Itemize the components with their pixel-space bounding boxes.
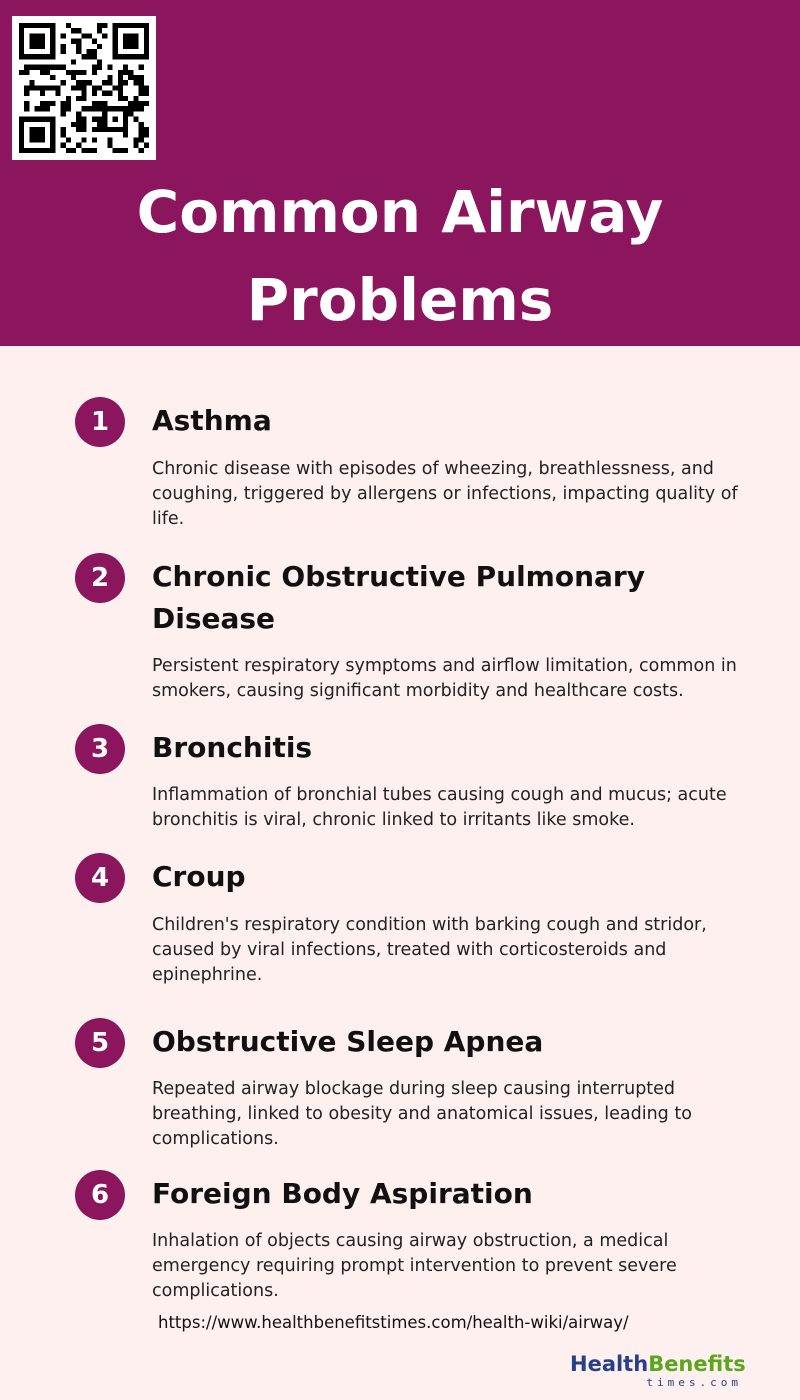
page-title: [0, 168, 800, 344]
number-badge: 6: [75, 1170, 125, 1220]
header-banner: [0, 0, 800, 346]
item-title: Obstructive Sleep Apnea: [152, 1025, 544, 1058]
number-badge: 3: [75, 724, 125, 774]
item-description: Inflammation of bronchial tubes causing cough and mucus; acute bronchitis is viral, chronic linked to irritants like smoke.: [152, 785, 727, 830]
qr-code-graphic: [19, 23, 149, 153]
item-title: Croup: [152, 860, 246, 893]
qr-code-icon: [12, 16, 156, 160]
number-badge: 5: [75, 1018, 125, 1068]
brand-logo: [570, 1352, 750, 1392]
brand-wordmark: [570, 1352, 750, 1376]
page-title-line-1: Common Airway: [136, 178, 664, 246]
item-title: Foreign Body Aspiration: [152, 1177, 533, 1210]
item-description: Repeated airway blockage during sleep causing interrupted breathing, linked to obesity and anatomical issues, leading to complications.: [152, 1079, 692, 1149]
brand-subtext: times.com: [646, 1376, 742, 1389]
item-description: Chronic disease with episodes of wheezing, breathlessness, and coughing, triggered by allergens or infections, impacting quality of life.: [152, 459, 738, 529]
brand-part-2: Benefits: [648, 1352, 746, 1376]
item-title: Asthma: [152, 404, 272, 437]
number-badge: 2: [75, 553, 125, 603]
page-title-line-2: Problems: [246, 266, 554, 334]
item-description: Children's respiratory condition with barking cough and stridor, caused by viral infections, treated with corticosteroids and epinephrine.: [152, 915, 707, 985]
brand-part-1: Health: [570, 1352, 649, 1376]
item-description: Persistent respiratory symptoms and airflow limitation, common in smokers, causing significant morbidity and healthcare costs.: [152, 656, 737, 701]
number-badge: 4: [75, 853, 125, 903]
source-link[interactable]: https://www.healthbenefitstimes.com/health-wiki/airway/: [158, 1313, 629, 1332]
item-description: Inhalation of objects causing airway obstruction, a medical emergency requiring prompt intervention to prevent severe complications.: [152, 1231, 677, 1301]
item-title: Chronic Obstructive Pulmonary Disease: [152, 560, 645, 635]
number-badge: 1: [75, 397, 125, 447]
item-title: Bronchitis: [152, 731, 313, 764]
